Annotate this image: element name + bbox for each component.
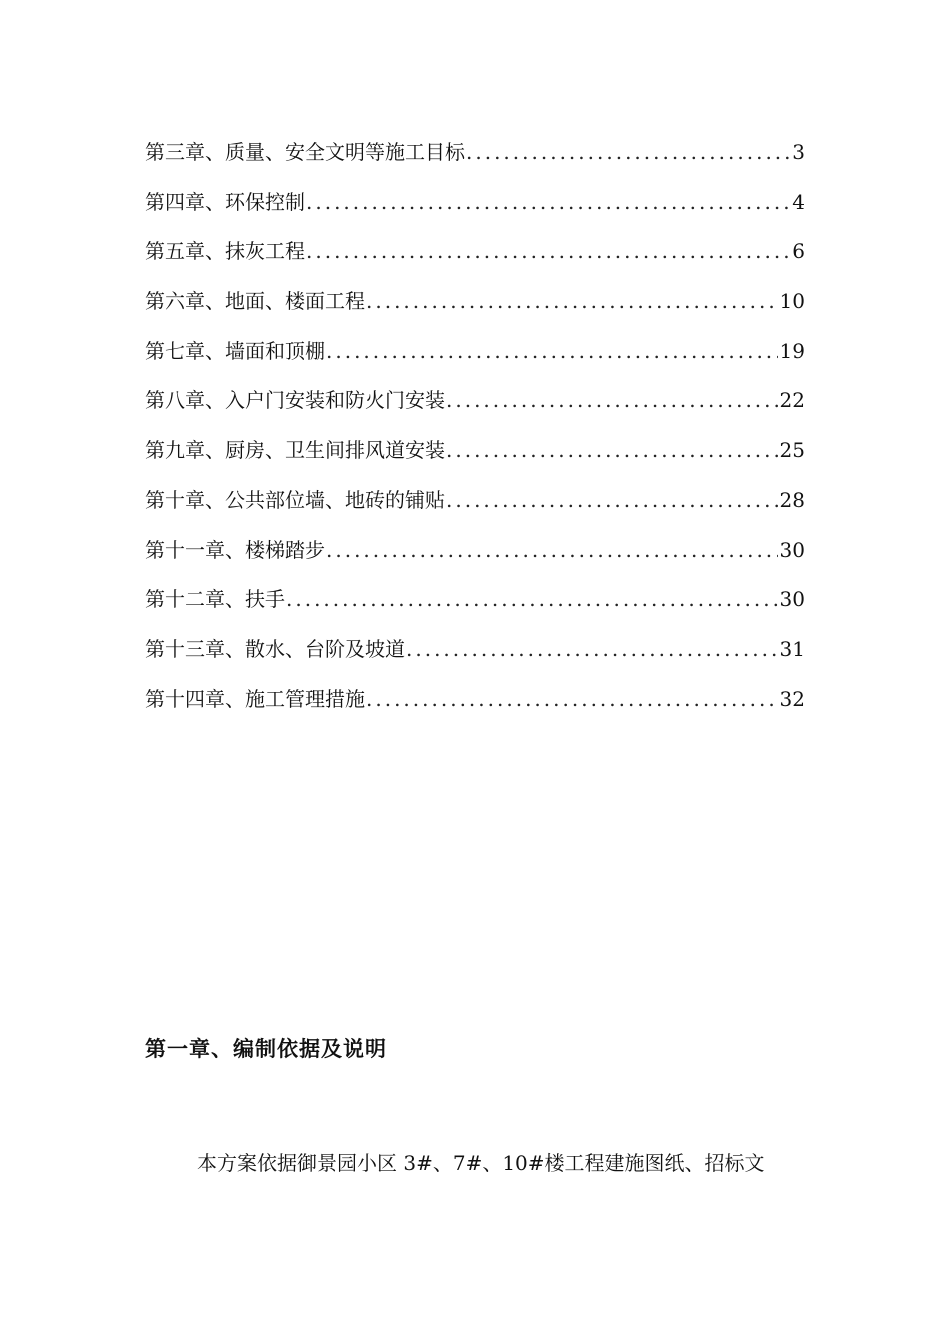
toc-entry-title: 第六章、地面、楼面工程 — [145, 289, 365, 314]
toc-entry[interactable] — [145, 186, 805, 236]
table-of-contents — [145, 136, 805, 732]
toc-dot-leader — [305, 235, 790, 267]
toc-entry[interactable] — [145, 335, 805, 385]
body-paragraph: 本方案依据御景园小区 3#、7#、10#楼工程建施图纸、招标文 — [197, 1151, 765, 1175]
toc-dot-leader — [445, 384, 778, 416]
toc-dot-leader — [285, 583, 778, 615]
toc-entry-title: 第十四章、施工管理措施 — [145, 686, 365, 711]
toc-entry-page: 30 — [779, 537, 805, 562]
toc-dot-leader — [445, 434, 778, 466]
toc-entry-title: 第五章、抹灰工程 — [145, 239, 305, 264]
toc-entry-title: 第十一章、楼梯踏步 — [145, 537, 325, 562]
toc-entry[interactable] — [145, 534, 805, 584]
toc-dot-leader — [325, 534, 778, 566]
toc-entry-page: 22 — [779, 388, 805, 413]
toc-dot-leader — [365, 285, 778, 317]
toc-entry-title: 第十章、公共部位墙、地砖的铺贴 — [145, 487, 445, 512]
toc-entry-page: 25 — [779, 438, 805, 463]
toc-entry-title: 第九章、厨房、卫生间排风道安装 — [145, 438, 445, 463]
toc-entry-page: 4 — [792, 189, 805, 214]
toc-entry-page: 19 — [779, 338, 805, 363]
toc-entry-page: 31 — [779, 636, 805, 661]
toc-entry-title: 第十二章、扶手 — [145, 587, 285, 612]
toc-entry[interactable] — [145, 384, 805, 434]
toc-entry[interactable] — [145, 434, 805, 484]
toc-entry-page: 30 — [779, 587, 805, 612]
toc-entry-page: 10 — [779, 289, 805, 314]
toc-entry[interactable] — [145, 235, 805, 285]
chapter-heading: 第一章、编制依据及说明 — [145, 1037, 387, 1061]
toc-entry[interactable] — [145, 583, 805, 633]
toc-entry[interactable] — [145, 633, 805, 683]
toc-dot-leader — [405, 633, 778, 665]
toc-entry-title: 第七章、墙面和顶棚 — [145, 338, 325, 363]
toc-entry-page: 3 — [792, 140, 805, 164]
toc-dot-leader — [445, 484, 778, 516]
toc-entry-title: 第四章、环保控制 — [145, 189, 305, 214]
toc-entry[interactable] — [145, 285, 805, 335]
toc-entry-title: 第三章、质量、安全文明等施工目标 — [145, 140, 465, 164]
toc-entry-page: 28 — [779, 487, 805, 512]
toc-entry-title: 第八章、入户门安装和防火门安装 — [145, 388, 445, 413]
toc-dot-leader — [465, 136, 790, 168]
toc-dot-leader — [365, 683, 778, 715]
toc-entry[interactable] — [145, 136, 805, 186]
toc-entry-page: 32 — [779, 686, 805, 711]
toc-dot-leader — [305, 186, 790, 218]
toc-dot-leader — [325, 335, 778, 367]
toc-entry[interactable] — [145, 683, 805, 733]
toc-entry-page: 6 — [792, 239, 805, 264]
toc-entry[interactable] — [145, 484, 805, 534]
toc-entry-title: 第十三章、散水、台阶及坡道 — [145, 636, 405, 661]
